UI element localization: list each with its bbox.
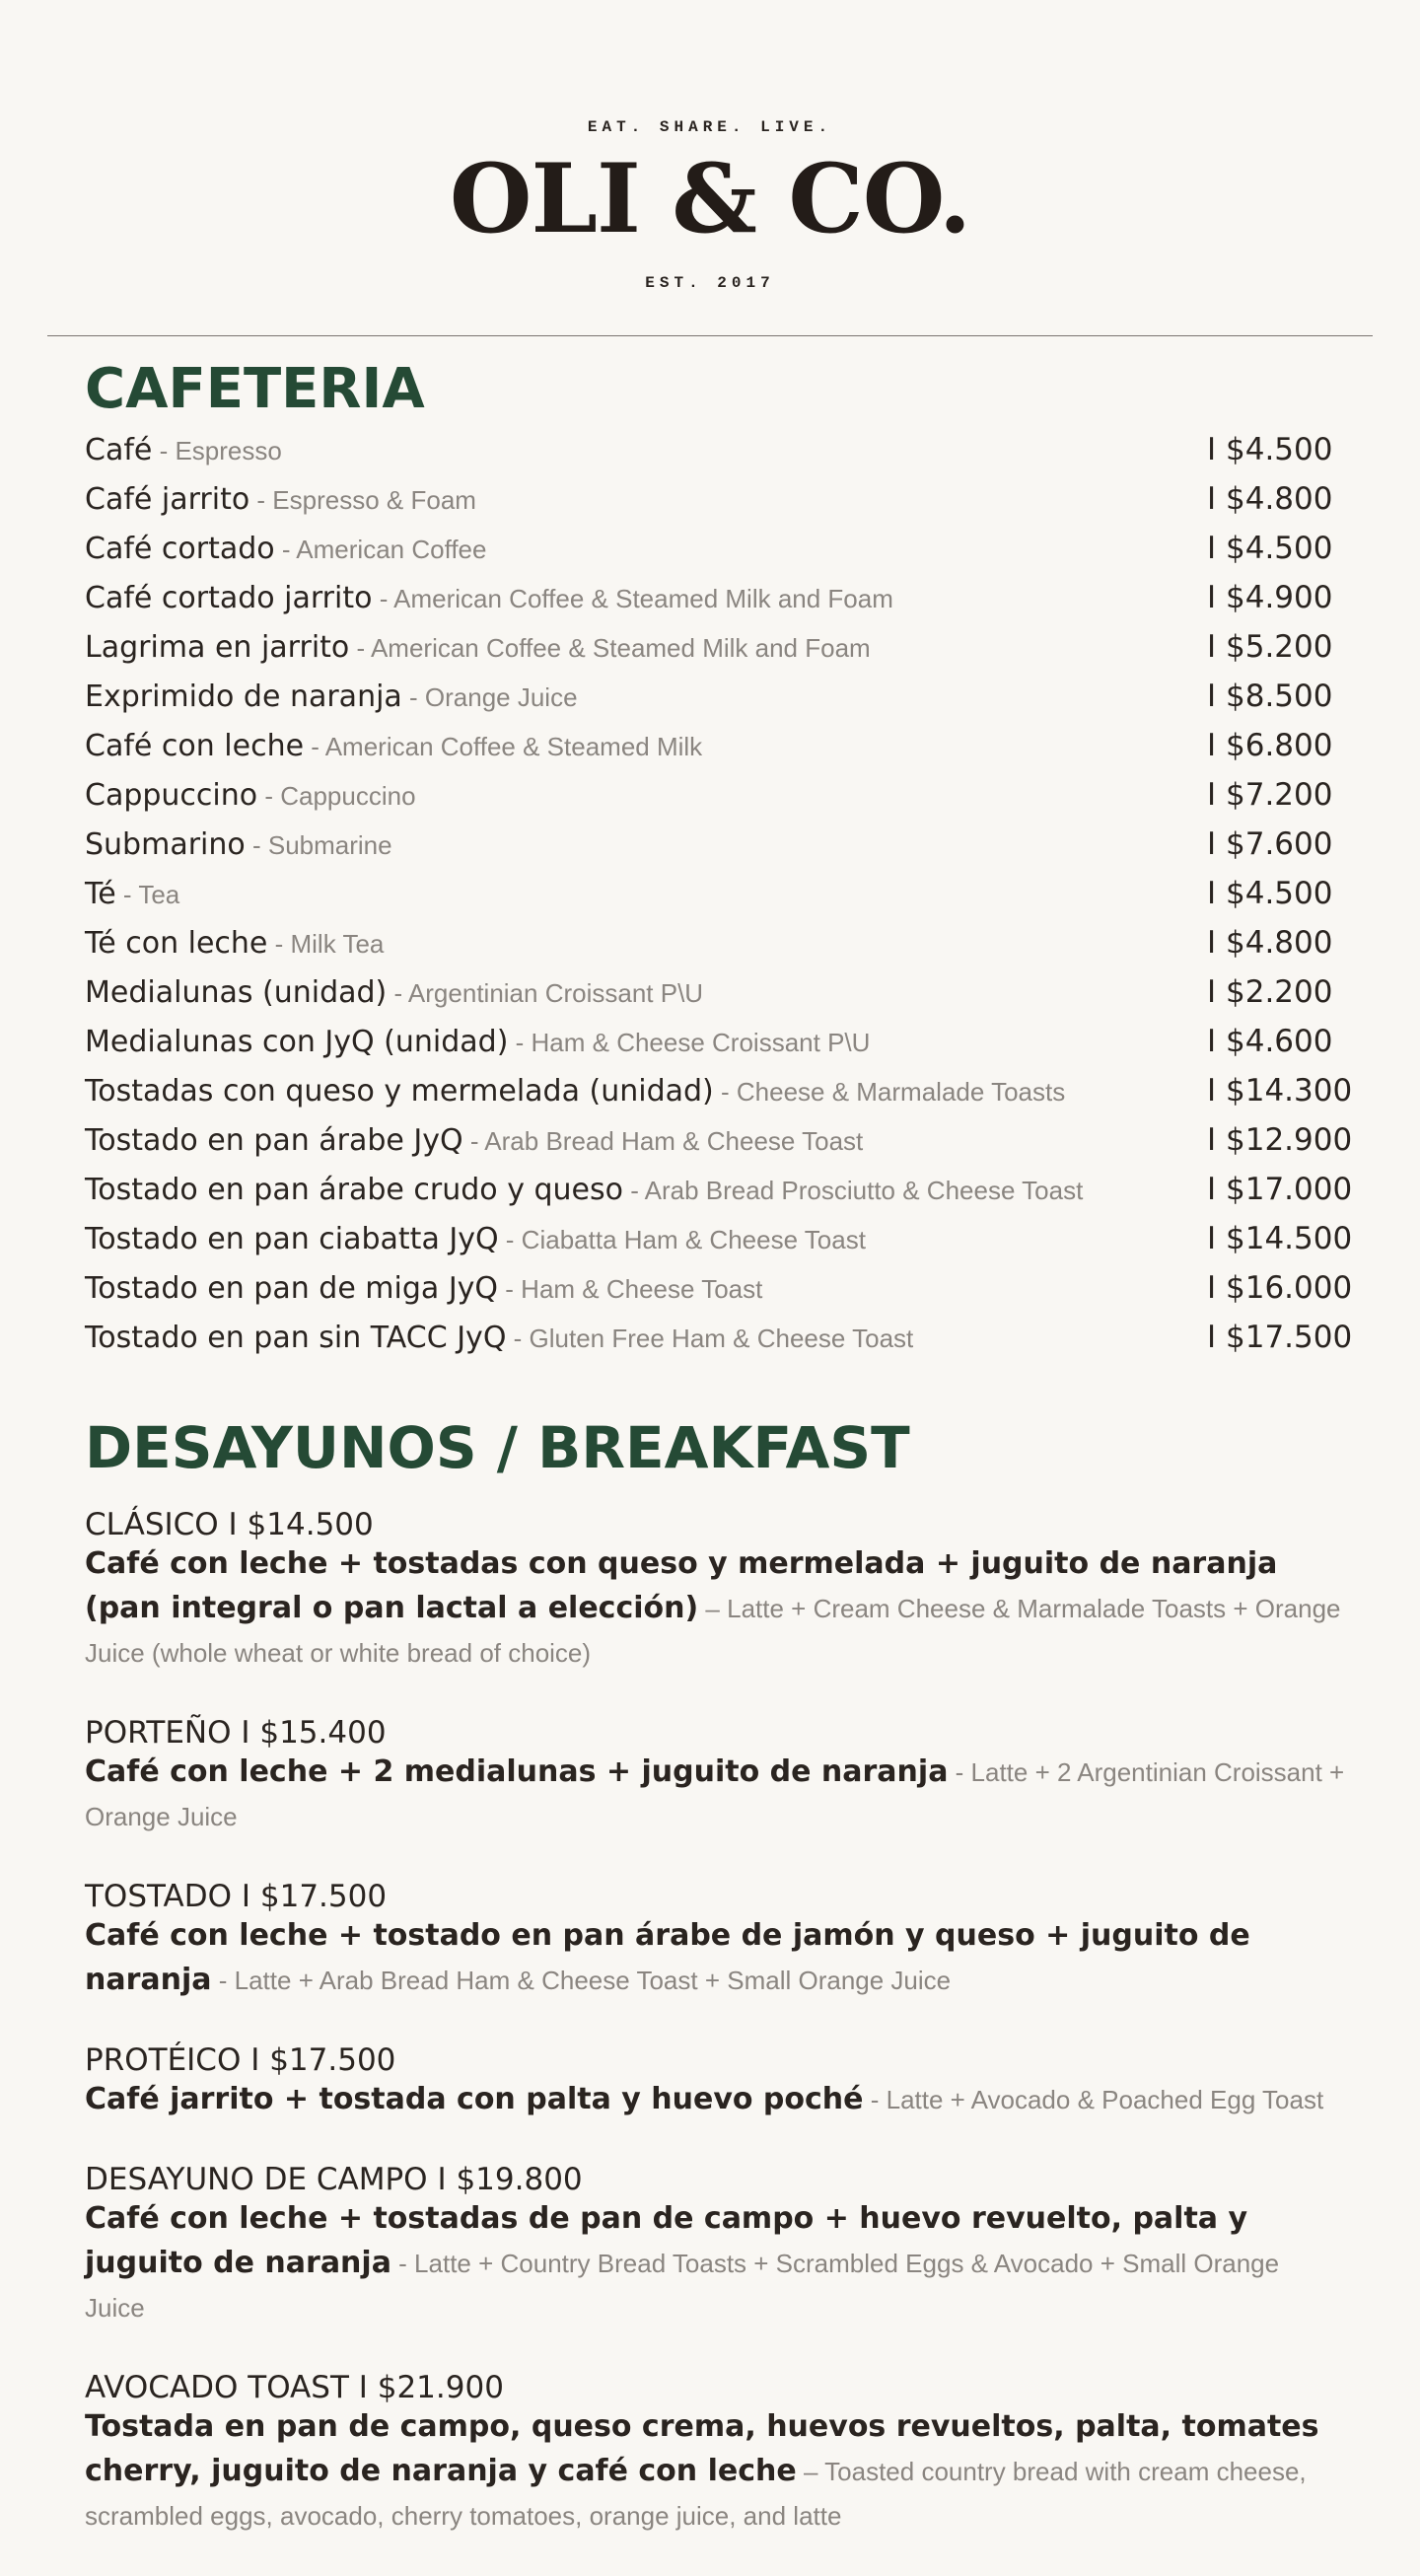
item-name: Tostado en pan árabe crudo y queso (85, 1173, 623, 1207)
item-description: - Ham & Cheese Croissant P\U (508, 1028, 871, 1057)
item-price: I $4.900 (1207, 580, 1333, 615)
item-name: Tostadas con queso y mermelada (unidad) (85, 1074, 714, 1109)
breakfast-combo (85, 2368, 1345, 2540)
item-price: I $4.800 (1207, 481, 1333, 517)
combo-price: $15.400 (249, 1715, 387, 1751)
item-name: Café cortado jarrito (85, 581, 373, 615)
item-description: - Tea (115, 880, 180, 909)
menu-item (85, 1024, 1345, 1073)
item-description: - American Coffee (274, 535, 487, 564)
menu-item (85, 1172, 1353, 1221)
item-description: - Gluten Free Ham & Cheese Toast (506, 1324, 914, 1353)
combo-price: $19.800 (446, 2162, 583, 2197)
item-description: - American Coffee & Steamed Milk (304, 732, 703, 761)
combo-title: TOSTADO I (85, 1879, 251, 1914)
item-description: - Orange Juice (401, 682, 578, 712)
item-price: I $5.200 (1207, 629, 1333, 665)
item-description: - American Coffee & Steamed Milk and Foam (349, 633, 871, 663)
established-year: EST. 2017 (645, 274, 775, 292)
item-price: I $17.000 (1207, 1172, 1353, 1207)
combo-description: – Toasted country bread with cream cheese, scrambled eggs, avocado, cherry tomatoes, orange juice, and latte (85, 2457, 1307, 2531)
item-price: I $12.900 (1207, 1122, 1353, 1158)
item-price: I $17.500 (1207, 1320, 1353, 1355)
item-price: I $4.500 (1207, 876, 1333, 911)
item-name: Submarino (85, 827, 246, 862)
section-title-breakfast: DESAYUNOS / BREAKFAST (85, 1414, 910, 1481)
item-description: - American Coffee & Steamed Milk and Foam (372, 584, 893, 613)
item-description: - Milk Tea (267, 929, 385, 959)
combo-description: – Latte + Cream Cheese & Marmalade Toasts + Orange Juice (whole wheat or white bread of choice) (85, 1594, 1341, 1668)
combo-title: PROTÉICO I (85, 2042, 260, 2078)
menu-header (0, 0, 1420, 292)
item-price: I $6.800 (1207, 728, 1333, 763)
combo-items: Café jarrito + tostada con palta y huevo poché (85, 2082, 864, 2116)
item-name: Café con leche (85, 729, 305, 763)
combo-items: Café con leche + 2 medialunas + juguito de naranja (85, 1754, 949, 1789)
item-description: - Ham & Cheese Toast (498, 1274, 763, 1304)
item-description: - Cappuccino (257, 781, 416, 811)
menu-item (85, 679, 1345, 728)
item-price: I $7.600 (1207, 826, 1333, 862)
menu-item (85, 481, 1345, 531)
menu-item (85, 925, 1345, 974)
combo-title: PORTEÑO I (85, 1715, 250, 1751)
item-name: Medialunas con JyQ (unidad) (85, 1025, 509, 1059)
item-price: I $4.600 (1207, 1024, 1333, 1059)
menu-item (85, 1221, 1353, 1270)
combo-description: - Latte + Avocado & Poached Egg Toast (863, 2085, 1324, 2114)
menu-item (85, 1320, 1353, 1369)
menu-item (85, 777, 1345, 826)
menu-item (85, 826, 1345, 876)
combo-title: AVOCADO TOAST I (85, 2370, 368, 2405)
menu-item (85, 629, 1345, 679)
breakfast-combo (85, 1505, 1345, 1678)
item-name: Café cortado (85, 532, 275, 566)
item-name: Café jarrito (85, 482, 250, 517)
menu-item (85, 1073, 1353, 1122)
item-name: Té con leche (85, 926, 268, 961)
item-name: Té (85, 877, 116, 911)
combo-title: CLÁSICO I (85, 1507, 238, 1542)
breakfast-list (85, 1505, 1345, 2576)
item-price: I $4.500 (1207, 531, 1333, 566)
item-name: Tostado en pan sin TACC JyQ (85, 1321, 507, 1355)
item-description: - Ciabatta Ham & Cheese Toast (498, 1225, 866, 1254)
menu-item (85, 531, 1345, 580)
combo-price: $17.500 (250, 1879, 388, 1914)
item-description: - Arab Bread Ham & Cheese Toast (462, 1126, 864, 1156)
item-description: - Arab Bread Prosciutto & Cheese Toast (622, 1176, 1084, 1205)
combo-items: Café con leche + tostado en pan árabe de jamón y queso + juguito de naranja (85, 1918, 1250, 1997)
item-price: I $16.000 (1207, 1270, 1353, 1306)
combo-description: - Latte + 2 Argentinian Croissant + Orange Juice (85, 1757, 1345, 1831)
item-description: - Cheese & Marmalade Toasts (713, 1077, 1066, 1107)
menu-item (85, 876, 1345, 925)
combo-price: $14.500 (237, 1507, 374, 1542)
item-name: Lagrima en jarrito (85, 630, 350, 665)
item-price: I $14.500 (1207, 1221, 1353, 1256)
combo-title: DESAYUNO DE CAMPO I (85, 2162, 447, 2197)
item-price: I $8.500 (1207, 679, 1333, 714)
item-price: I $4.500 (1207, 432, 1333, 467)
item-name: Medialunas (unidad) (85, 975, 388, 1010)
combo-description: - Latte + Arab Bread Ham & Cheese Toast + Small Orange Juice (211, 1966, 952, 1995)
item-price: I $2.200 (1207, 974, 1333, 1010)
menu-item (85, 728, 1345, 777)
combo-items: Café con leche + tostadas con queso y mermelada + juguito de naranja (pan integral o pan lactal a elección) (85, 1546, 1278, 1625)
breakfast-combo (85, 2160, 1345, 2332)
item-price: I $4.800 (1207, 925, 1333, 961)
item-price: I $14.300 (1207, 1073, 1353, 1109)
item-name: Tostado en pan árabe JyQ (85, 1123, 463, 1158)
item-name: Cappuccino (85, 778, 258, 813)
item-name: Tostado en pan de miga JyQ (85, 1271, 499, 1306)
cafeteria-list (85, 432, 1353, 1369)
breakfast-combo (85, 2040, 1345, 2124)
combo-items: Tostada en pan de campo, queso crema, huevos revueltos, palta, tomates cherry, juguito de naranja y café con leche (85, 2409, 1319, 2488)
item-name: Exprimido de naranja (85, 680, 402, 714)
menu-item (85, 432, 1345, 481)
breakfast-combo (85, 1877, 1345, 2005)
combo-items: Café con leche + tostadas de pan de campo + huevo revuelto, palta y juguito de naranja (85, 2201, 1248, 2280)
brand-logo: OLI & CO. (449, 143, 971, 254)
breakfast-combo (85, 1713, 1345, 1841)
menu-item (85, 974, 1345, 1024)
tagline: EAT. SHARE. LIVE. (587, 118, 833, 136)
item-description: - Espresso (152, 436, 282, 465)
combo-price: $17.500 (259, 2042, 396, 2078)
header-divider (47, 335, 1373, 336)
item-description: - Espresso & Foam (249, 485, 476, 515)
item-description: - Argentinian Croissant P\U (387, 978, 704, 1008)
section-title-cafeteria: CAFETERIA (85, 357, 425, 421)
item-name: Tostado en pan ciabatta JyQ (85, 1222, 499, 1256)
combo-description: - Latte + Country Bread Toasts + Scrambled Eggs & Avocado + Small Orange Juice (85, 2249, 1280, 2323)
item-description: - Submarine (245, 830, 392, 860)
combo-price: $21.900 (367, 2370, 504, 2405)
menu-item (85, 580, 1345, 629)
item-name: Café (85, 433, 153, 467)
item-price: I $7.200 (1207, 777, 1333, 813)
menu-item (85, 1122, 1353, 1172)
menu-item (85, 1270, 1353, 1320)
